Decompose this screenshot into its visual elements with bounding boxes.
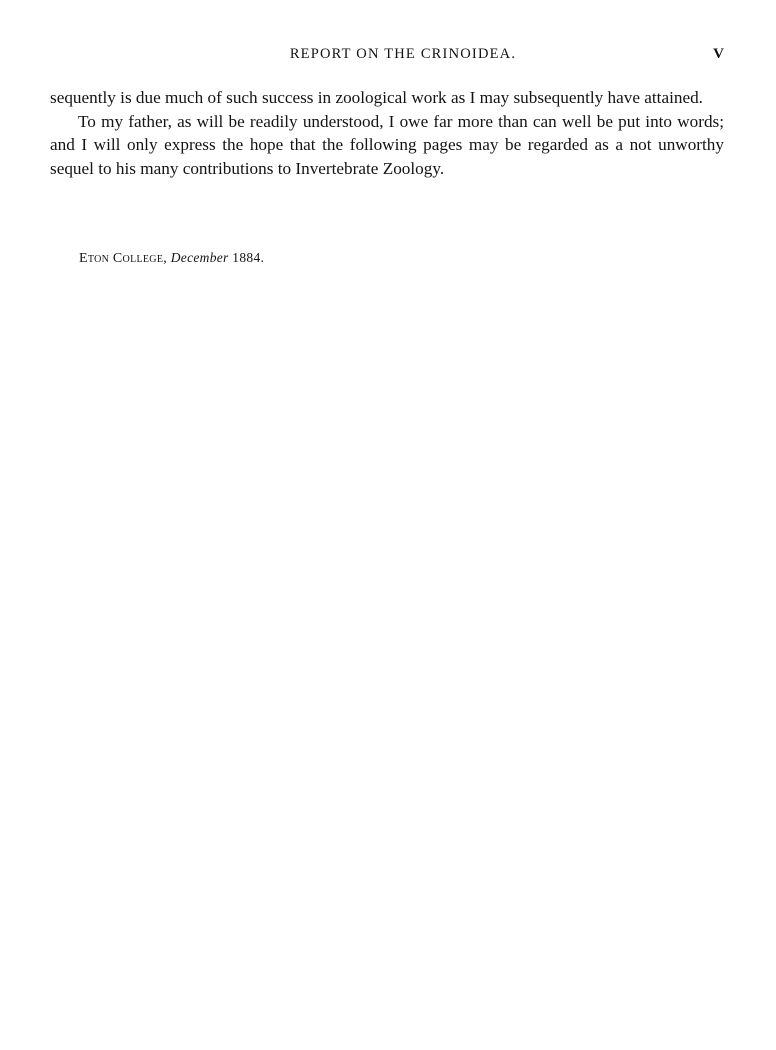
page-number: V	[713, 46, 724, 62]
running-title: REPORT ON THE CRINOIDEA.	[289, 46, 517, 62]
signature-line	[79, 250, 264, 267]
signature-place: Eton College,	[79, 251, 168, 266]
paragraph-continuation: sequently is due much of such success in zoological work as I may subsequently have attained.	[50, 88, 703, 107]
running-head	[50, 46, 726, 70]
body-text	[50, 86, 724, 180]
paragraph-acknowledgement: To my father, as will be readily understood, I owe far more than can well be put into words; and I will only express the hope that the following pages may be regarded as a not unworthy sequel to his many contributions to Invertebrate Zoology.	[50, 111, 724, 178]
signature-month: December	[170, 250, 229, 265]
signature-year: 1884.	[232, 250, 265, 265]
